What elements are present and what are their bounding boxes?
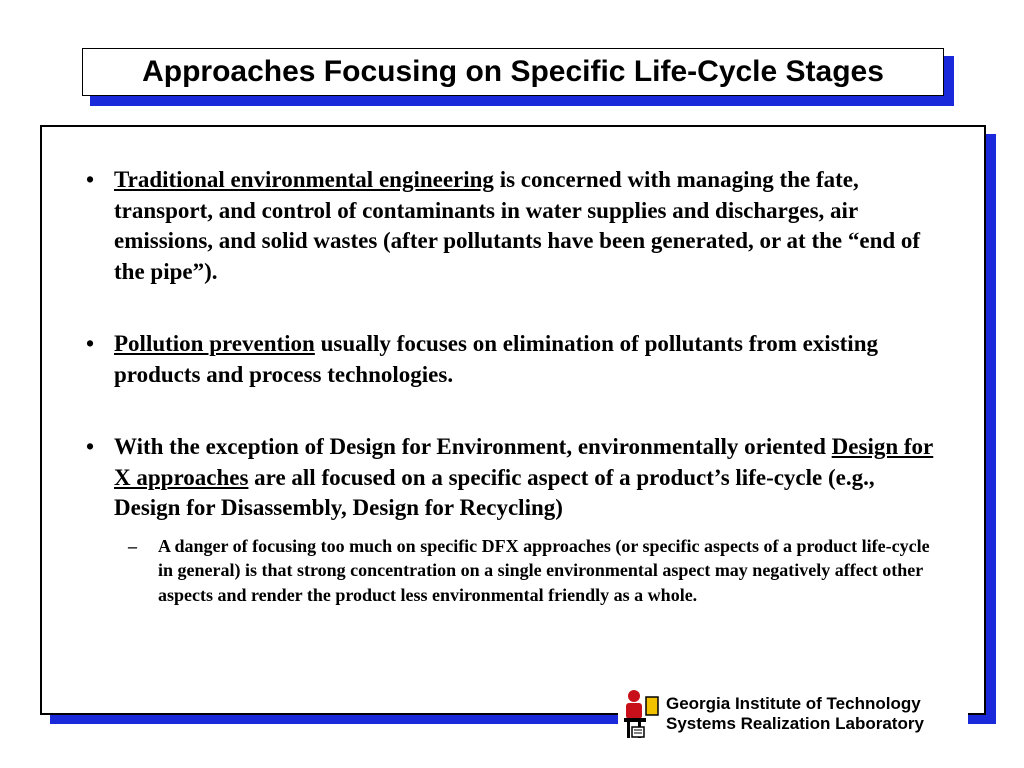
sub-bullet-item xyxy=(114,534,940,608)
bullet-underlined-term: Pollution prevention xyxy=(114,331,315,356)
logo-leg-left xyxy=(627,722,630,738)
bullet-underlined-term: Traditional environmental engineering xyxy=(114,167,494,192)
bullet-dot: • xyxy=(86,167,95,192)
bullet-dot: • xyxy=(86,331,95,356)
bullet-text: is concerned with managing the fate, transport, and control of contaminants in water supplies and discharges, air emissions, and solid wastes (after pollutants have been generated, or at the “end of the pipe”). xyxy=(114,167,921,284)
logo-head xyxy=(628,690,640,702)
footer-logo-block xyxy=(618,686,968,742)
bullet-dot: • xyxy=(86,434,95,459)
footer-lab: Systems Realization Laboratory xyxy=(666,714,924,733)
footer-text xyxy=(666,694,924,734)
logo-desk xyxy=(624,718,646,722)
bullet-item xyxy=(80,432,940,524)
bullet-item xyxy=(80,329,940,390)
georgia-tech-logo-icon xyxy=(620,687,662,741)
logo-box xyxy=(632,727,644,737)
footer-institution: Georgia Institute of Technology xyxy=(666,694,921,713)
content-box xyxy=(40,125,986,715)
sub-bullet-text: A danger of focusing too much on specific DFX approaches (or specific aspects of a product life-cycle in general) is that strong concentration on a single environmental aspect may negatively affect other aspects and render the product less environmental friendly as a whole. xyxy=(158,535,930,605)
bullet-item xyxy=(80,165,940,287)
logo-body xyxy=(626,703,642,719)
bullet-text: usually focuses on elimination of pollutants from existing products and process technologies. xyxy=(114,331,878,387)
bullet-prefix-text: With the exception of Design for Environment, environmentally oriented xyxy=(114,434,832,459)
bullet-underlined-term: Design for X approaches xyxy=(114,434,934,490)
logo-panel xyxy=(646,697,658,715)
bullet-text: are all focused on a specific aspect of a product’s life-cycle (e.g., Design for Disassembly, Design for Recycling) xyxy=(114,464,875,520)
slide-title: Approaches Focusing on Specific Life-Cycle Stages xyxy=(142,55,884,88)
sub-bullet-dash: – xyxy=(128,535,137,556)
bullet-list xyxy=(80,165,940,607)
title-box xyxy=(82,48,944,96)
